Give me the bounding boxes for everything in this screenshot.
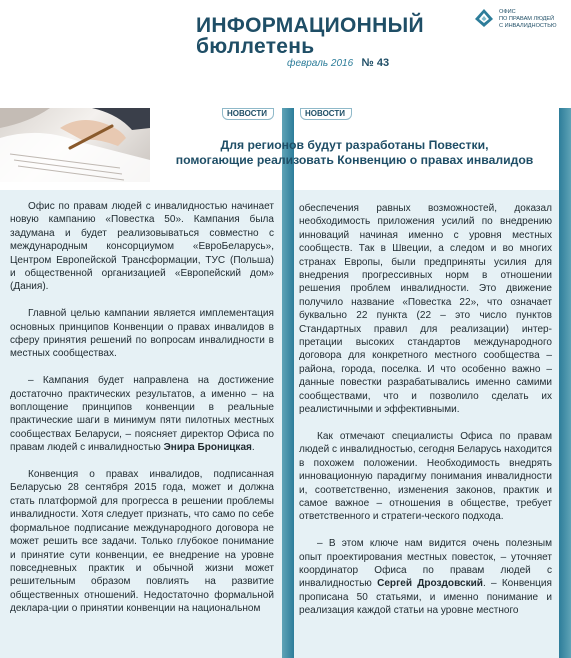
article-headline: Для регионов будут разработаны Повестки, помогающие реализовать Конвенцию о правах инвалидов [175,138,534,167]
article-photo [0,108,150,182]
article-right-column [299,202,552,631]
issue-info [287,57,389,69]
person-name: Энира Броницкая [163,442,252,454]
article-paragraph: обеспечения равных возможностей, доказал необходимость приложения усилий по внедрению инноваций начиная именно с уровня местных сообществ. Так в Швеции, а следом и во многих странах Европы, были предприняты усилия для внедрения прогрессивных норм в отношении решения проблем инвалидности. Это движение получило название «Повестка 22», что означает буквально 22 пункта (22 – это число пунктов Стандартных правил для реализации) интер-претации высоких стандартов международного договора для конкретного местного сообщества – района, города, поселка. И что особенно важно – данные повестки разрабатывались именно самими сообществами, что и позволило сделать их реалистичными и эффективными. [299,203,552,416]
article-paragraph: Как отмечают специалисты Офиса по правам людей с инвалидностью, сегодня Беларусь находится в похожем положении. Необходимость внедрять инновационную парадигму понимания инвалидности и, соответственно, изменения законов, практик и самое важное – отношения в обществе, требует ответственного и стратеги-ческого подхода. [299,430,552,523]
article-left-column [10,200,274,629]
issue-month: февраль 2016 [287,58,354,69]
article-paragraph: Главной целью кампании является имплементация основных принципов Конвенции о правах инвалидов в сферу принятия решений по вопросам инвалидности в местных сообществах. [10,308,274,360]
right-column-panel [294,190,559,658]
person-name: Сергей Дроздовский [377,578,483,590]
article-paragraph: Офис по правам людей с инвалидностью начинает новую кампанию «Повестка 50». Кампания была задумана и будет реализовываться совместно с международным консорциумом «ЕвроБеларусь», Центром Европейской Трансформации, ТУС (Польша) и общественной организацией «Европейский дом» (Дания). [10,201,274,293]
headline-area [150,122,559,192]
bulletin-title-line1: ИНФОРМАЦИОННЫЙ [196,14,424,37]
section-tag-news-left: НОВОСТИ [222,108,274,120]
office-logo-icon [472,6,496,30]
office-logo-text: ОФИС ПО ПРАВАМ ЛЮДЕЙ С ИНВАЛИДНОСТЬЮ [499,9,557,29]
article-paragraph: Конвенция о правах инвалидов, подписанная Беларусью 28 сентября 2015 года, может и должна стать платформой для прогресса в решении проблемы инвалидности. Хотя следует признать, что само по себе формальное подписание международного договора не может решить все задачи. Только глубокое понимание и принятие сути конвенции, ее внедрение на уровне повседневных практик и обычной жизни может решительным образом повлиять на развитие общественных отношений. Недостаточно формальной деклара-ции о принятии конвенции на национальном [10,469,274,615]
masthead [0,0,571,108]
bulletin-title-line2: бюллетень [196,35,315,58]
article-paragraph: – Кампания будет направлена на достижение достаточно практических результатов, а именно – на воплощение принципов конвенции в реальные практические шаги в минимум пяти пилотных местных сообществах Беларуси, – поясняет директор Офиса по правам людей с инвалидностью Энира Броницкая. [10,375,274,454]
article-paragraph: – В этом ключе нам видится очень полезным опыт проектирования местных повесток, – уточняет координатор Офиса по правам людей с инвалидностью Сергей Дроздовский. – Конвенция прописана 50 статьями, и именно понимание и реализация каждой статьи на уровне местного [299,538,552,617]
section-tag-news-right: НОВОСТИ [300,108,352,120]
left-column-panel [0,190,282,658]
decorative-stripe-right [559,108,571,658]
issue-number: № 43 [361,57,390,69]
office-logo[interactable] [472,6,568,46]
